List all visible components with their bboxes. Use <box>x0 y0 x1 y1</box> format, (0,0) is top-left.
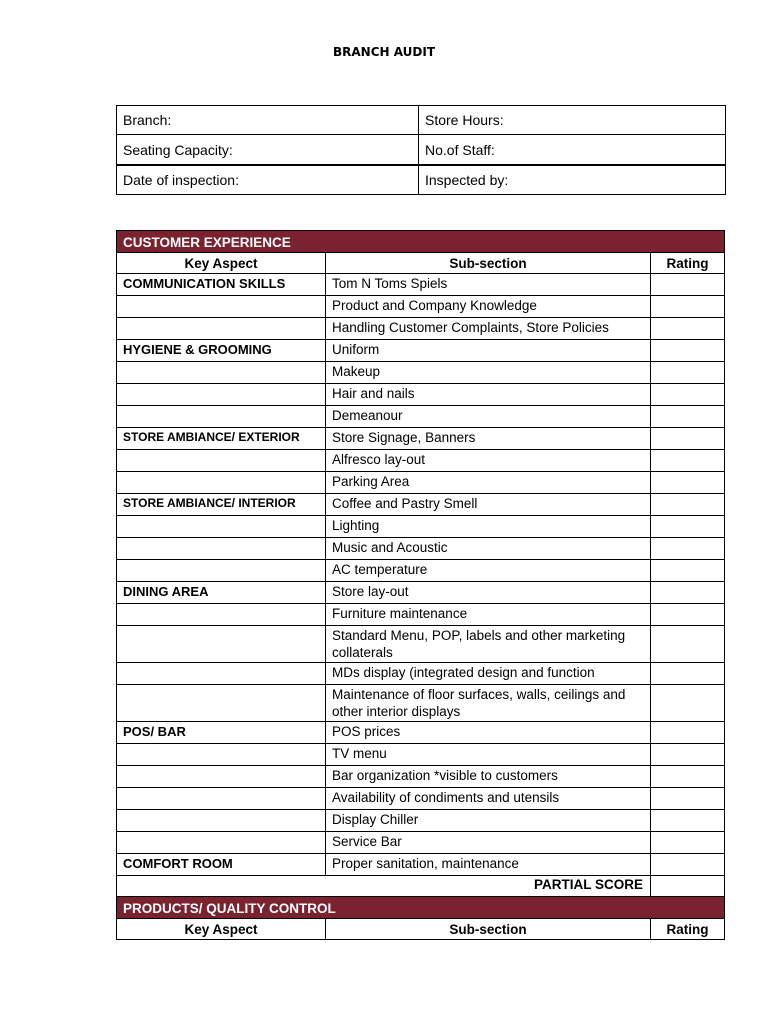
key-aspect-cell <box>117 744 326 766</box>
table-row <box>117 516 725 538</box>
rating-cell[interactable] <box>651 560 725 582</box>
table-row <box>117 744 725 766</box>
table-row <box>117 810 725 832</box>
rating-cell[interactable] <box>651 810 725 832</box>
rating-cell[interactable] <box>651 604 725 626</box>
table-row <box>117 832 725 854</box>
rating-cell[interactable] <box>651 318 725 340</box>
key-aspect-cell <box>117 384 326 406</box>
rating-cell[interactable] <box>651 626 725 663</box>
sub-section-cell: Handling Customer Complaints, Store Policies <box>326 318 651 340</box>
staff-count-label: No.of Staff: <box>425 141 495 158</box>
key-aspect-cell <box>117 450 326 472</box>
key-aspect-cell <box>117 362 326 384</box>
document-title: BRANCH AUDIT <box>332 45 436 59</box>
table-row <box>117 384 725 406</box>
key-aspect-cell <box>117 604 326 626</box>
key-aspect-cell <box>117 538 326 560</box>
key-aspect-header: Key Aspect <box>117 919 326 940</box>
key-aspect-cell: HYGIENE & GROOMING <box>117 340 326 362</box>
sub-section-cell: Display Chiller <box>326 810 651 832</box>
sub-section-header: Sub-section <box>326 253 651 274</box>
table-row <box>117 428 725 450</box>
key-aspect-cell <box>117 788 326 810</box>
seating-capacity-label: Seating Capacity: <box>123 141 233 158</box>
table-row <box>117 450 725 472</box>
key-aspect-cell <box>117 810 326 832</box>
inspection-date-label: Date of inspection: <box>123 172 239 188</box>
rating-cell[interactable] <box>651 384 725 406</box>
table-row <box>117 406 725 428</box>
sub-section-cell: Tom N Toms Spiels <box>326 274 651 296</box>
sub-section-cell: AC temperature <box>326 560 651 582</box>
table-row <box>117 766 725 788</box>
sub-section-cell: Coffee and Pastry Smell <box>326 494 651 516</box>
inspected-by-field[interactable] <box>419 165 726 195</box>
store-hours-label: Store Hours: <box>425 112 504 128</box>
table-row <box>117 722 725 744</box>
table-row <box>117 274 725 296</box>
rating-cell[interactable] <box>651 722 725 744</box>
sub-section-cell: Maintenance of floor surfaces, walls, ceilings and other interior displays <box>326 685 651 722</box>
rating-cell[interactable] <box>651 428 725 450</box>
sub-section-cell: Lighting <box>326 516 651 538</box>
key-aspect-cell <box>117 663 326 685</box>
key-aspect-cell: STORE AMBIANCE/ INTERIOR <box>117 494 326 516</box>
rating-cell[interactable] <box>651 494 725 516</box>
rating-cell[interactable] <box>651 832 725 854</box>
rating-cell[interactable] <box>651 450 725 472</box>
inspected-by-label: Inspected by: <box>425 172 509 188</box>
sub-section-cell: Store Signage, Banners <box>326 428 651 450</box>
info-row <box>117 106 726 135</box>
table-row <box>117 604 725 626</box>
section-title: CUSTOMER EXPERIENCE <box>117 231 725 253</box>
key-aspect-cell <box>117 832 326 854</box>
key-aspect-cell <box>117 766 326 788</box>
sub-section-cell: Availability of condiments and utensils <box>326 788 651 810</box>
rating-cell[interactable] <box>651 788 725 810</box>
column-header-row <box>117 919 725 940</box>
sub-section-cell: Music and Acoustic <box>326 538 651 560</box>
key-aspect-cell: POS/ BAR <box>117 722 326 744</box>
sub-section-cell: Demeanour <box>326 406 651 428</box>
staff-count-field[interactable] <box>419 135 726 166</box>
partial-score-value[interactable] <box>651 876 725 897</box>
partial-score-label: PARTIAL SCORE <box>117 876 651 897</box>
partial-score-row <box>117 876 725 897</box>
sub-section-cell: Alfresco lay-out <box>326 450 651 472</box>
rating-cell[interactable] <box>651 538 725 560</box>
table-row <box>117 318 725 340</box>
key-aspect-cell <box>117 626 326 663</box>
key-aspect-cell <box>117 406 326 428</box>
table-row <box>117 685 725 722</box>
table-row <box>117 560 725 582</box>
table-row <box>117 582 725 604</box>
key-aspect-cell: COMMUNICATION SKILLS <box>117 274 326 296</box>
sub-section-cell: Hair and nails <box>326 384 651 406</box>
key-aspect-cell <box>117 516 326 538</box>
sub-section-cell: Makeup <box>326 362 651 384</box>
rating-header: Rating <box>651 253 725 274</box>
rating-cell[interactable] <box>651 582 725 604</box>
sub-section-cell: MDs display (integrated design and function <box>326 663 651 685</box>
table-row <box>117 854 725 876</box>
seating-capacity-field[interactable] <box>117 135 419 166</box>
table-row <box>117 362 725 384</box>
branch-info-table <box>116 105 726 195</box>
sub-section-cell: Uniform <box>326 340 651 362</box>
rating-cell[interactable] <box>651 685 725 722</box>
branch-field[interactable] <box>117 106 419 135</box>
rating-cell[interactable] <box>651 472 725 494</box>
section-header-customer-experience <box>117 231 725 253</box>
section-header-products-quality <box>117 897 725 919</box>
sub-section-header: Sub-section <box>326 919 651 940</box>
column-header-row <box>117 253 725 274</box>
rating-cell[interactable] <box>651 744 725 766</box>
table-row <box>117 626 725 663</box>
key-aspect-cell: STORE AMBIANCE/ EXTERIOR <box>117 428 326 450</box>
sub-section-cell: Standard Menu, POP, labels and other marketing collaterals <box>326 626 651 663</box>
table-row <box>117 296 725 318</box>
sub-section-cell: Proper sanitation, maintenance <box>326 854 651 876</box>
audit-table <box>116 230 725 940</box>
key-aspect-cell <box>117 560 326 582</box>
rating-cell[interactable] <box>651 663 725 685</box>
table-row <box>117 538 725 560</box>
sub-section-cell: Store lay-out <box>326 582 651 604</box>
sub-section-cell: Bar organization *visible to customers <box>326 766 651 788</box>
key-aspect-cell <box>117 685 326 722</box>
table-row <box>117 663 725 685</box>
sub-section-cell: TV menu <box>326 744 651 766</box>
sub-section-cell: Parking Area <box>326 472 651 494</box>
sub-section-cell: Service Bar <box>326 832 651 854</box>
rating-cell[interactable] <box>651 406 725 428</box>
branch-label: Branch: <box>123 112 172 128</box>
key-aspect-cell <box>117 318 326 340</box>
key-aspect-cell <box>117 296 326 318</box>
table-row <box>117 340 725 362</box>
key-aspect-cell: DINING AREA <box>117 582 326 604</box>
info-row <box>117 165 726 195</box>
rating-header: Rating <box>651 919 725 940</box>
key-aspect-header: Key Aspect <box>117 253 326 274</box>
rating-cell[interactable] <box>651 766 725 788</box>
info-row <box>117 135 726 166</box>
section-title: PRODUCTS/ QUALITY CONTROL <box>117 897 725 919</box>
table-row <box>117 788 725 810</box>
table-row <box>117 494 725 516</box>
sub-section-cell: Furniture maintenance <box>326 604 651 626</box>
sub-section-cell: POS prices <box>326 722 651 744</box>
rating-cell[interactable] <box>651 296 725 318</box>
rating-cell[interactable] <box>651 516 725 538</box>
key-aspect-cell: COMFORT ROOM <box>117 854 326 876</box>
rating-cell[interactable] <box>651 274 725 296</box>
rating-cell[interactable] <box>651 854 725 876</box>
store-hours-field[interactable] <box>419 106 726 135</box>
rating-cell[interactable] <box>651 340 725 362</box>
inspection-date-field[interactable] <box>117 165 419 195</box>
table-row <box>117 472 725 494</box>
key-aspect-cell <box>117 472 326 494</box>
sub-section-cell: Product and Company Knowledge <box>326 296 651 318</box>
rating-cell[interactable] <box>651 362 725 384</box>
